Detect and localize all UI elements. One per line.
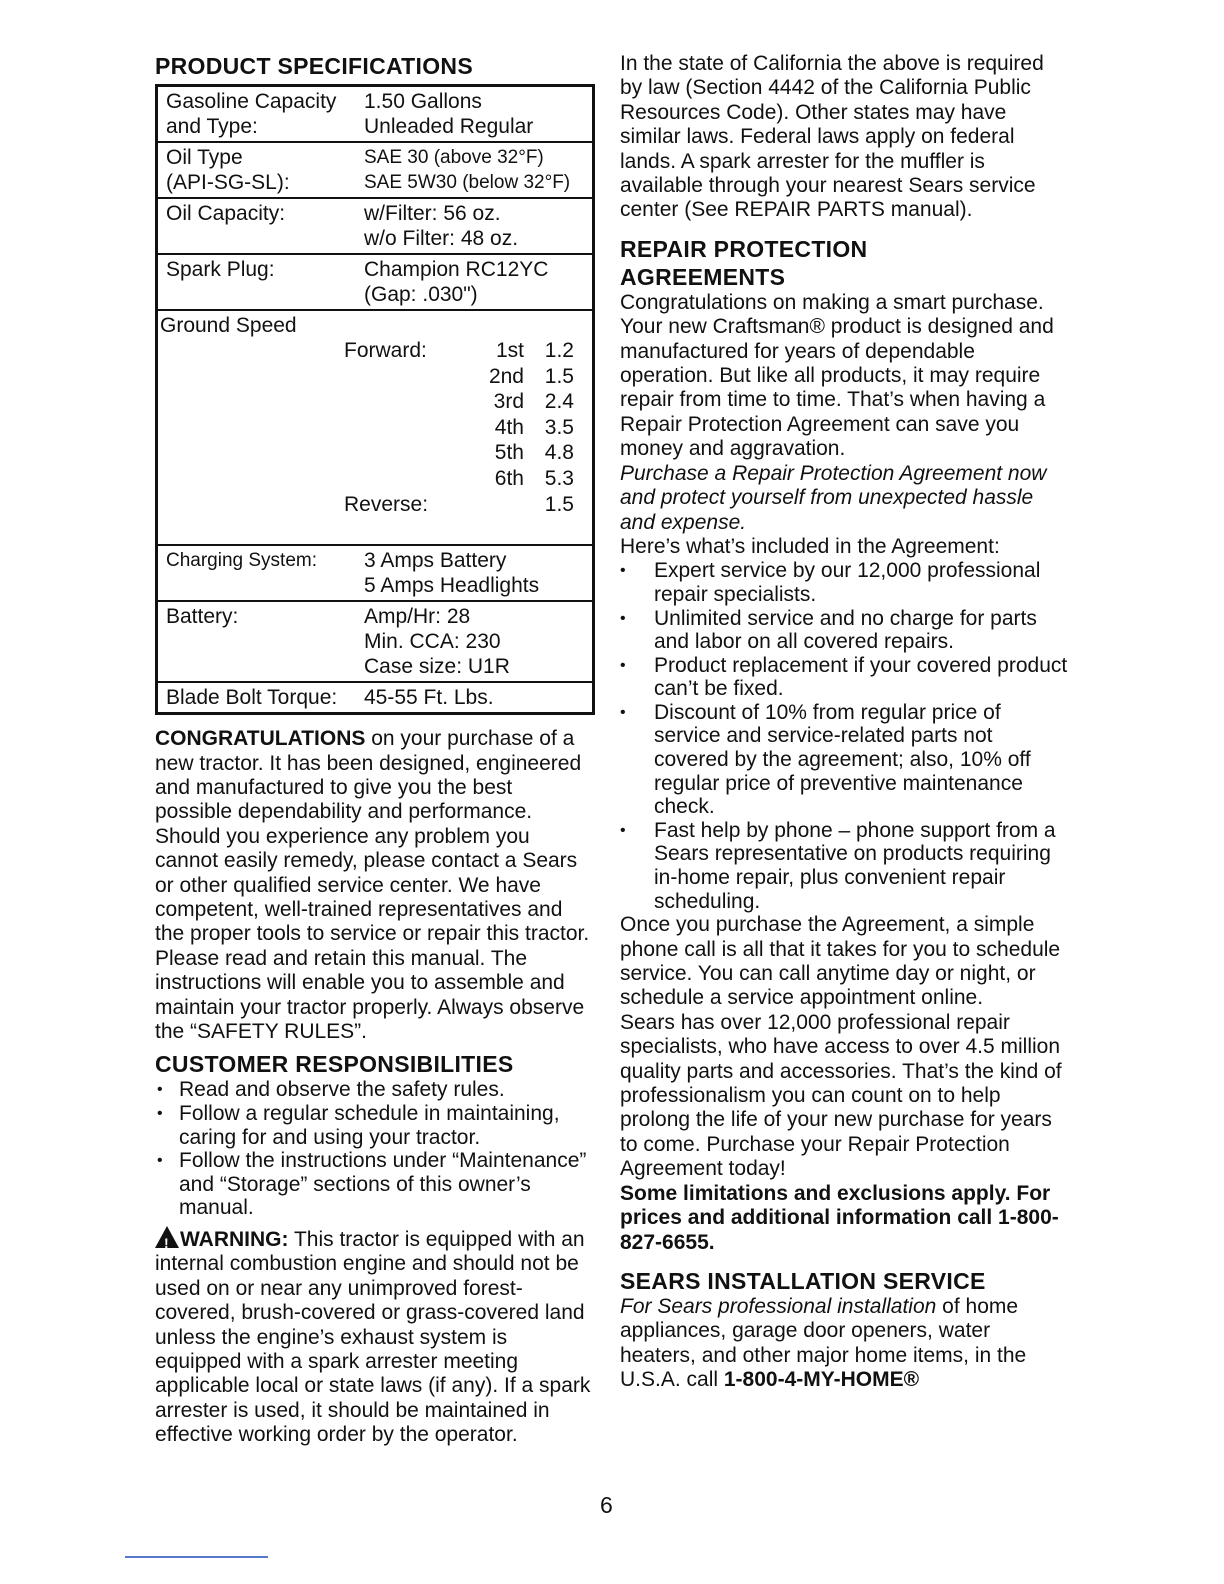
list-item: • Read and observe the safety rules. — [155, 1078, 595, 1102]
spec-label: Battery: — [166, 605, 239, 629]
speed: 4.8 — [544, 441, 574, 465]
list-item: • Unlimited service and no charge for parts and labor on all covered repairs. — [620, 607, 1070, 654]
list-item: • Fast help by phone – phone support from a Sears representative on products requiring in-home repair, plus convenient repair scheduling. — [620, 819, 1070, 913]
list-item: • Follow the instructions under “Maintenance” and “Storage” sections of this owner’s manual. — [155, 1149, 595, 1220]
sears-paragraph: Sears has over 12,000 professional repair specialists, who have access to over 4.5 million quality parts and accessories. That’s the kind of professionalism you can count on to help prolong the life of your new purchase for years to come. Purchase your Repair Protection Agreement today! — [620, 1010, 1062, 1181]
speed: 5.3 — [544, 466, 574, 490]
reverse-label: Reverse: — [344, 492, 429, 516]
speed-grid — [344, 338, 586, 517]
problem-paragraph: Should you experience any problem you cannot easily remedy, please contact a Sears or other qualified service center. We have competent, well-trained representatives and the proper tools to service or repair this tractor. — [155, 824, 590, 946]
congrats-text: on your purchase of a new tractor. It has been designed, engineered and manufactured to give you the best possible dependability and performance. — [155, 727, 582, 824]
spec-value: Amp/Hr: 28 Min. CCA: 230 Case size: U1R — [364, 605, 510, 679]
spec-value: 45-55 Ft. Lbs. — [364, 686, 494, 710]
spec-row-blade-torque — [158, 683, 592, 712]
warning-paragraph — [155, 1226, 595, 1448]
rpa-paragraph: Congratulations on making a smart purchase. Your new Craftsman® product is designed and manufactured for years of dependable operation. But like all products, it may require repair from time to time. That’s when having a Repair Protection Agreement can save you money and aggravation. — [620, 290, 1054, 461]
warning-icon — [155, 1226, 179, 1248]
spec-row-spark-plug — [158, 255, 592, 311]
list-item: • Expert service by our 12,000 professional repair specialists. — [620, 559, 1070, 606]
rpa-italic: Purchase a Repair Protection Agreement now and protect yourself from unexpected hassle and expense. — [620, 461, 1047, 534]
gear: 2nd — [488, 364, 524, 388]
spec-value: 1.50 Gallons Unleaded Regular — [364, 90, 534, 138]
spec-title: PRODUCT SPECIFICATIONS — [155, 53, 473, 79]
included-intro: Here’s what’s included in the Agreement: — [620, 534, 1000, 558]
list-item: • Discount of 10% from regular price of service and service-related parts not covered by the agreement; also, 10% off regular price of preventive maintenance check. — [620, 701, 1070, 819]
page-number: 6 — [600, 1492, 613, 1518]
rpa-title: REPAIR PROTECTION AGREEMENTS — [620, 235, 868, 290]
spec-row-battery — [158, 602, 592, 683]
right-column — [620, 52, 1070, 1393]
spec-value: SAE 30 (above 32°F) SAE 5W30 (below 32°F) — [364, 147, 571, 193]
spec-row-charging — [158, 546, 592, 602]
footer-divider — [125, 1556, 268, 1558]
left-column — [155, 52, 595, 1448]
responsibilities-list — [155, 1078, 595, 1220]
installation-italic: For Sears professional installation — [620, 1294, 937, 1318]
installation-paragraph — [620, 1295, 1070, 1393]
spec-label: Oil Capacity: — [166, 202, 286, 225]
limits-paragraph: Some limitations and exclusions apply. For prices and additional information call 1-800-827-6655. — [620, 1181, 1059, 1254]
speed: 3.5 — [544, 415, 574, 439]
spec-row-ground-speed — [158, 311, 592, 546]
spec-value: 3 Amps Battery 5 Amps Headlights — [364, 549, 540, 598]
responsibilities-title: CUSTOMER RESPONSIBILITIES — [155, 1051, 514, 1078]
spec-label: Ground Speed — [160, 314, 297, 337]
installation-text: of home appliances, garage door openers, water heaters, and other major home items, in the U.S.A. call — [620, 1294, 1027, 1392]
spec-row-oil-capacity — [158, 199, 592, 255]
spec-value: w/Filter: 56 oz. w/o Filter: 48 oz. — [364, 202, 519, 250]
california-paragraph: In the state of California the above is required by law (Section 4442 of the California Public Resources Code). Other states may have similar laws. Federal laws apply on federal lands. A spark arrester for the muffler is available through your nearest Sears service center (See REPAIR PARTS manual). — [620, 52, 1044, 222]
gear: 3rd — [493, 390, 524, 414]
spec-label: Spark Plug: — [166, 258, 275, 281]
gear: 6th — [494, 466, 524, 490]
manual-paragraph: Please read and retain this manual. The instructions will enable you to assemble and maintain your tractor properly. Always observe the “SAFETY RULES”. — [155, 946, 585, 1044]
spec-label: Charging System: — [166, 550, 318, 572]
spec-label: Blade Bolt Torque: — [166, 686, 338, 710]
congrats-paragraph — [155, 727, 595, 825]
included-list — [620, 559, 1070, 913]
once-paragraph: Once you purchase the Agreement, a simple phone call is all that it takes for you to schedule service. You can call anytime day or night, or schedule a service appointment online. — [620, 913, 1061, 1010]
reverse-speed: 1.5 — [544, 492, 574, 516]
spec-row-gasoline — [158, 87, 592, 143]
warning-label: WARNING: — [180, 1228, 289, 1251]
installation-phone: 1-800-4-MY-HOME® — [723, 1368, 920, 1392]
warning-text: This tractor is equipped with an internal combustion engine and should not be used on or near any unimproved forest-covered, brush-covered or grass-covered land unless the engine’s exhaust system is equipped with a spark arrester meeting applicable local or state laws (if any). If a spark arrester is used, it should be maintained in effective working order by the operator. — [155, 1228, 591, 1447]
congrats-heading: CONGRATULATIONS — [155, 727, 366, 751]
spec-row-oil-type — [158, 143, 592, 199]
speed: 2.4 — [544, 390, 574, 414]
gear: 5th — [494, 441, 524, 465]
list-item: • Product replacement if your covered product can’t be fixed. — [620, 654, 1070, 701]
gear: 4th — [494, 415, 524, 439]
spec-table — [155, 84, 595, 715]
installation-title: SEARS INSTALLATION SERVICE — [620, 1267, 986, 1294]
speed: 1.2 — [544, 339, 574, 362]
spec-value: Champion RC12YC (Gap: .030") — [364, 258, 549, 306]
speed: 1.5 — [544, 364, 574, 388]
forward-label: Forward: — [344, 339, 427, 362]
spec-label: Oil Type (API-SG-SL): — [166, 146, 290, 194]
gear: 1st — [495, 339, 524, 362]
spec-label: Gasoline Capacity and Type: — [166, 90, 337, 138]
ground-speed-values — [344, 313, 586, 542]
list-item: • Follow a regular schedule in maintaining, caring for and using your tractor. — [155, 1102, 595, 1149]
